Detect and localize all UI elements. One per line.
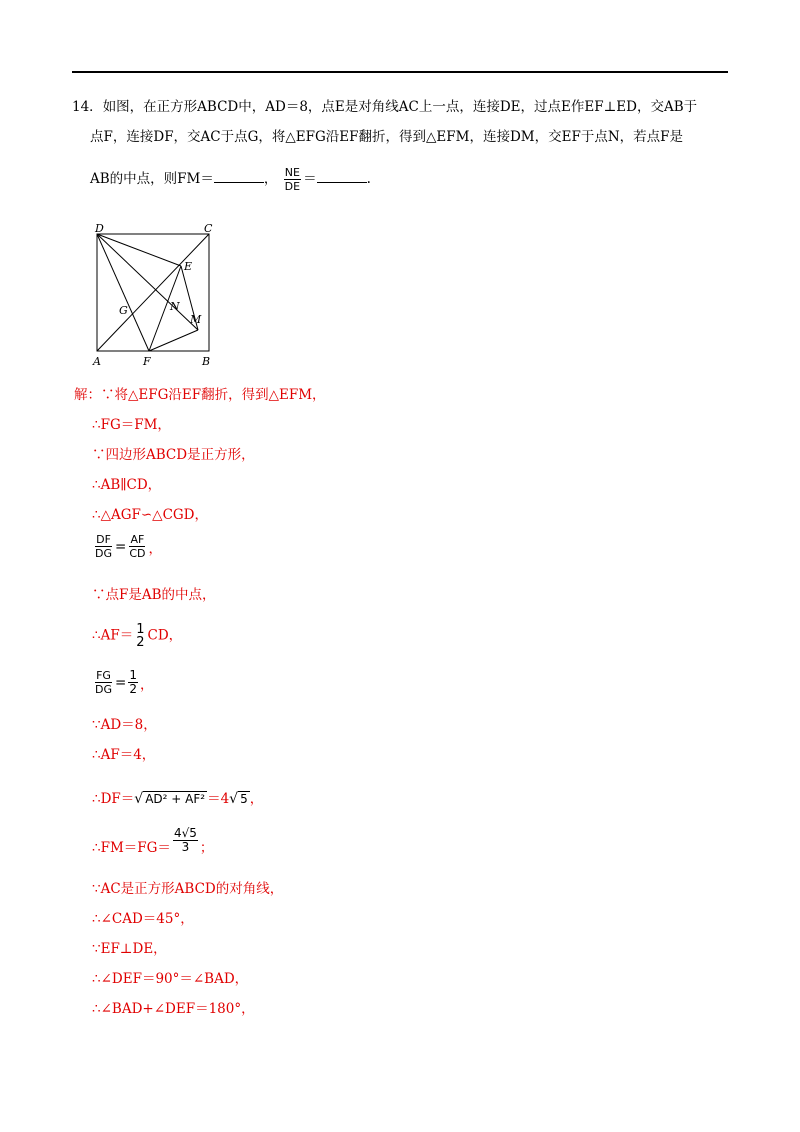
label-e: E [184,260,193,273]
label-a: A [93,355,101,368]
label-c: C [204,222,213,235]
solution-step-11: ∴AF＝4， [92,747,156,763]
label-m: M [190,313,202,326]
solution-step-6: $\frac{DF}{DG}$ = $\frac{AF}{CD}$ ， [95,533,162,560]
top-rule [72,71,728,73]
segment-df [97,234,149,351]
solution-step-16: ∵EF⊥DE， [92,941,167,957]
solution-step-7: ∵点F是AB的中点， [92,587,216,603]
segment-fm [149,330,198,351]
label-b: B [202,355,211,368]
answer-blank-2[interactable] [317,170,367,183]
label-g: G [119,304,128,317]
solution-step-9: $\frac{FG}{DG}$ = $\frac{1}{2}$ ， [95,668,154,696]
solution-step-17: ∴∠DEF＝90°＝∠BAD， [92,971,249,987]
solution-step-13: ∴FM＝FG＝ $\frac{4√5}{3}$ ； [92,826,214,856]
solution-step-8: ∴AF＝ 1 2 CD， [92,622,183,650]
solution-step-15: ∴∠CAD＝45°， [92,911,194,927]
solution-step-14: ∵AC是正方形ABCD的对角线， [92,881,284,897]
answer-blank-1[interactable] [214,170,264,183]
solution-step-18: ∴∠BAD+∠DEF＝180°， [92,1001,255,1017]
segment-dm [97,234,198,330]
problem-text [72,92,728,194]
solution-step-4: ∴AB∥CD， [92,477,162,493]
problem-line-3: AB的中点，则FM＝ ， $\frac{NE}{DE}$ ＝ . [90,166,371,193]
solution-step-10: ∵AD＝8， [92,717,157,733]
problem-line-1: 14．如图，在正方形ABCD中，AD＝8，点E是对角线AC上一点，连接DE，过点E作EF⊥ED，交AB于 [72,99,698,115]
solution-step-1: 解：∵将△EFG沿EF翻折，得到△EFM， [74,387,326,403]
label-n: N [170,300,180,313]
problem-number: 14． [72,99,103,115]
label-d: D [95,222,104,235]
diagonal-ac [97,234,209,351]
geometry-figure [88,222,218,370]
label-f: F [143,355,151,368]
fraction-ne-de: $\frac{NE}{DE}$ [284,166,301,193]
solution-step-2: ∴FG＝FM， [92,417,171,433]
solution-step-3: ∵四边形ABCD是正方形， [92,447,255,463]
solution-step-12: ∴DF＝√ AD² + AF² ＝4√ 5 ， [92,791,264,807]
solution-step-5: ∴△AGF∽△CGD， [92,507,209,523]
problem-line-2: 点F，连接DF，交AC于点G，将△EFG沿EF翻折，得到△EFM，连接DM，交EF于点N，若点F是 [90,129,684,145]
